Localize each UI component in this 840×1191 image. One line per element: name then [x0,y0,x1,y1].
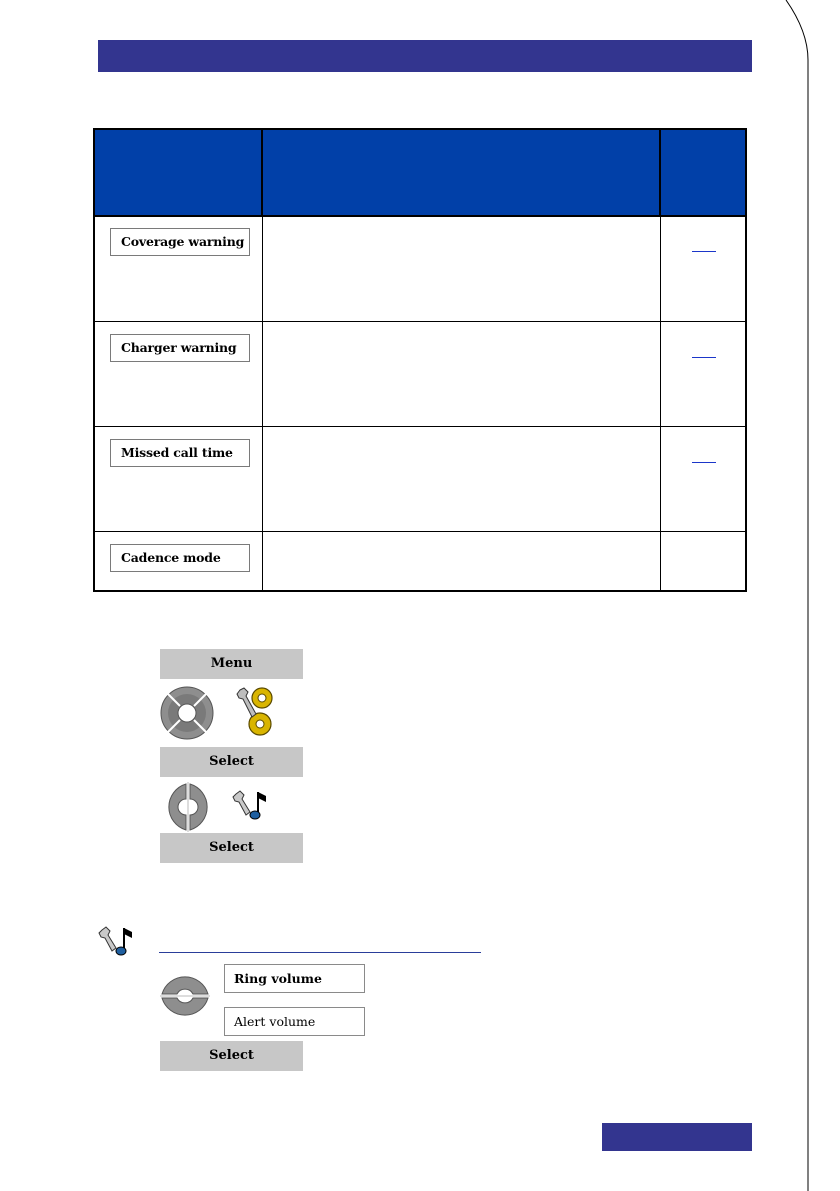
section-divider [159,952,481,953]
navigation-key-icon [160,686,214,740]
coverage-warning-item: Coverage warning [110,228,250,256]
footer-bar [602,1123,752,1151]
sound-settings-icon [232,786,272,826]
table-header [95,130,745,215]
select-softkey[interactable]: Select [160,833,303,863]
header-divider [659,130,661,215]
up-down-key-icon [160,964,210,1028]
missed-call-time-page-link[interactable] [692,461,716,463]
row-divider [95,426,745,427]
settings-gear-icon [234,684,278,742]
row-divider [95,321,745,322]
charger-warning-page-link[interactable] [692,356,716,358]
header-bar [98,40,752,72]
missed-call-time-item: Missed call time [110,439,250,467]
select-softkey[interactable]: Select [160,1041,303,1071]
column-divider [262,217,263,590]
header-underline [95,215,745,217]
column-divider [660,217,661,590]
charger-warning-item: Charger warning [110,334,250,362]
cadence-mode-item: Cadence mode [110,544,250,572]
ring-volume-option[interactable]: Ring volume [224,964,365,993]
alert-volume-option[interactable]: Alert volume [224,1007,365,1036]
header-divider [261,130,263,215]
select-softkey[interactable]: Select [160,747,303,777]
sound-settings-icon [98,922,138,962]
left-right-key-icon [160,782,216,832]
menu-softkey[interactable]: Menu [160,649,303,679]
settings-table [93,128,747,592]
coverage-warning-page-link[interactable] [692,250,716,252]
row-divider [95,531,745,532]
